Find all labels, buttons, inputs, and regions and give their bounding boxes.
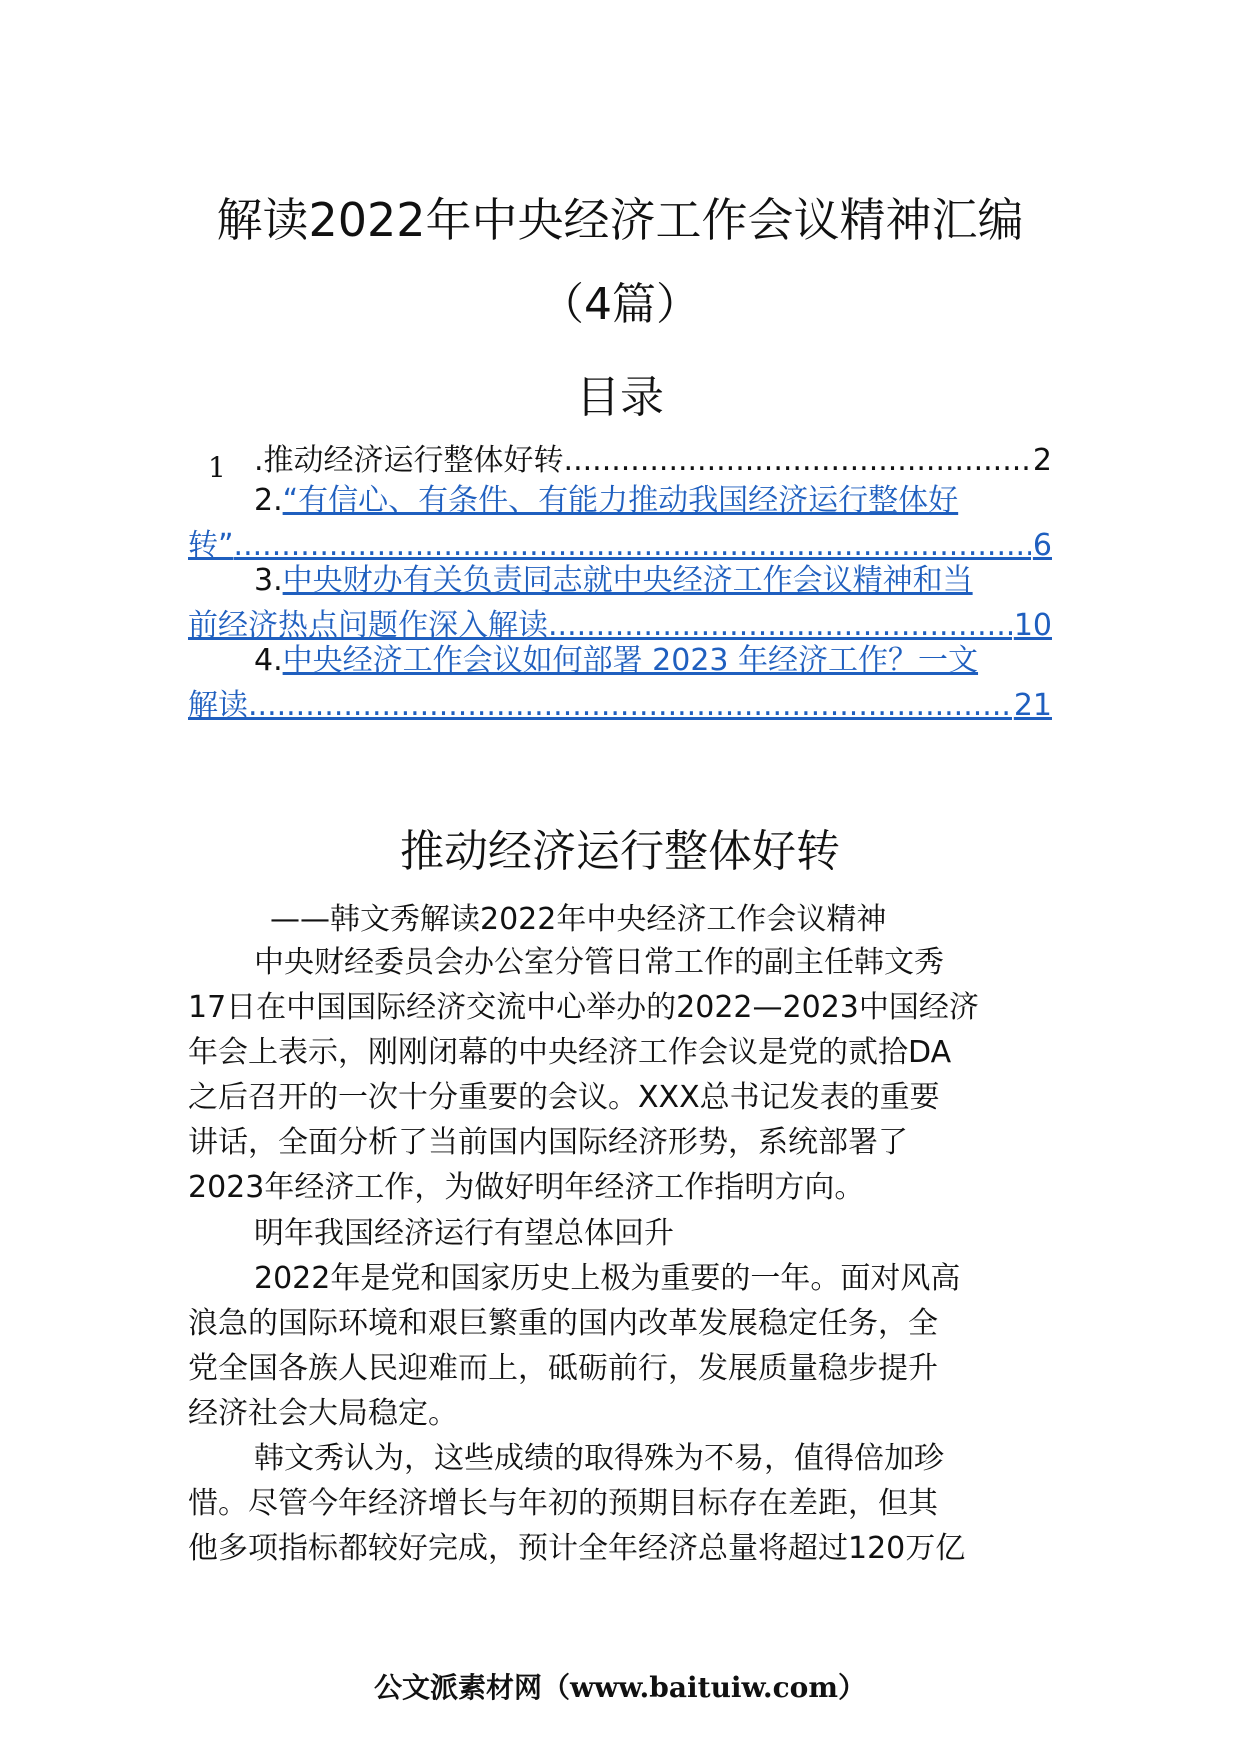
document-title: 解读2022年中央经济工作会议精神汇编: [216, 193, 1024, 247]
toc-entry-1-label[interactable]: .推动经济运行整体好转: [254, 443, 564, 478]
paragraph-line: 经济社会大局稳定。: [188, 1396, 458, 1431]
toc-entry-1[interactable]: [188, 438, 1052, 483]
toc-entry-1-page[interactable]: 2: [1032, 443, 1052, 478]
toc-entry-2-link[interactable]: “有信心、有条件、有能力推动我国经济运行整体好: [282, 483, 959, 518]
article-paragraph-3: [188, 1436, 1052, 1571]
toc-entry-2-number: 2.: [254, 483, 283, 518]
toc-leader-dots: [564, 438, 1031, 483]
toc-entry-3-number: 3.: [254, 563, 283, 598]
article-paragraph-2: [188, 1256, 1052, 1436]
page-footer-watermark: 公文派素材网（www.baituiw.com）: [374, 1671, 866, 1704]
paragraph-line: 浪急的国际环境和艰巨繁重的国内改革发展稳定任务，全: [188, 1306, 938, 1341]
toc-leader-dots: [248, 683, 1012, 728]
paragraph-line: 2022年是党和国家历史上极为重要的一年。面对风高: [254, 1261, 961, 1296]
paragraph-line: 讲话，全面分析了当前国内国际经济形势，系统部署了: [188, 1125, 908, 1160]
paragraph-line: 惜。尽管今年经济增长与年初的预期目标存在差距，但其: [188, 1486, 938, 1521]
toc-entry-4-number: 4.: [254, 643, 283, 678]
paragraph-line: 2023年经济工作，为做好明年经济工作指明方向。: [188, 1170, 865, 1205]
paragraph-line: 之后召开的一次十分重要的会议。XXX总书记发表的重要: [188, 1080, 940, 1115]
article-byline: ——韩文秀解读2022年中央经济工作会议精神: [270, 902, 887, 937]
toc-entry-3-link-cont[interactable]: 前经济热点问题作深入解读: [188, 608, 548, 643]
toc-entry-3-page[interactable]: 10: [1013, 608, 1052, 643]
article-paragraph-1: [188, 940, 1052, 1210]
article-subheading: [188, 1211, 1052, 1256]
toc-entry-2-page[interactable]: 6: [1032, 528, 1052, 563]
toc-entry-2[interactable]: [188, 478, 1052, 568]
paragraph-line: 韩文秀认为，这些成绩的取得殊为不易，值得倍加珍: [254, 1441, 944, 1476]
article-title: 推动经济运行整体好转: [400, 826, 840, 877]
paragraph-line: 党全国各族人民迎难而上，砥砺前行，发展质量稳步提升: [188, 1351, 938, 1386]
toc-entry-4-link-cont[interactable]: 解读: [188, 688, 248, 723]
document-subtitle: （4篇）: [540, 279, 700, 330]
toc-entry-2-link-cont[interactable]: 转”: [188, 528, 234, 563]
paragraph-line: 中央财经委员会办公室分管日常工作的副主任韩文秀: [254, 945, 944, 980]
toc-entry-4[interactable]: [188, 638, 1052, 728]
toc-heading: 目录: [576, 372, 664, 423]
toc-stray-number: 1: [208, 451, 226, 484]
paragraph-line: 年会上表示，刚刚闭幕的中央经济工作会议是党的贰拾DA: [188, 1035, 952, 1070]
toc-entry-3-link[interactable]: 中央财办有关负责同志就中央经济工作会议精神和当: [282, 563, 973, 598]
toc-entry-3[interactable]: [188, 558, 1052, 648]
paragraph-line: 他多项指标都较好完成，预计全年经济总量将超过120万亿: [188, 1531, 966, 1566]
toc-entry-4-page[interactable]: 21: [1013, 688, 1052, 723]
subheading-text: 明年我国经济运行有望总体回升: [254, 1216, 674, 1251]
toc-entry-4-link[interactable]: 中央经济工作会议如何部署 2023 年经济工作？一文: [282, 643, 979, 678]
paragraph-line: 17日在中国国际经济交流中心举办的2022—2023中国经济: [188, 990, 979, 1025]
